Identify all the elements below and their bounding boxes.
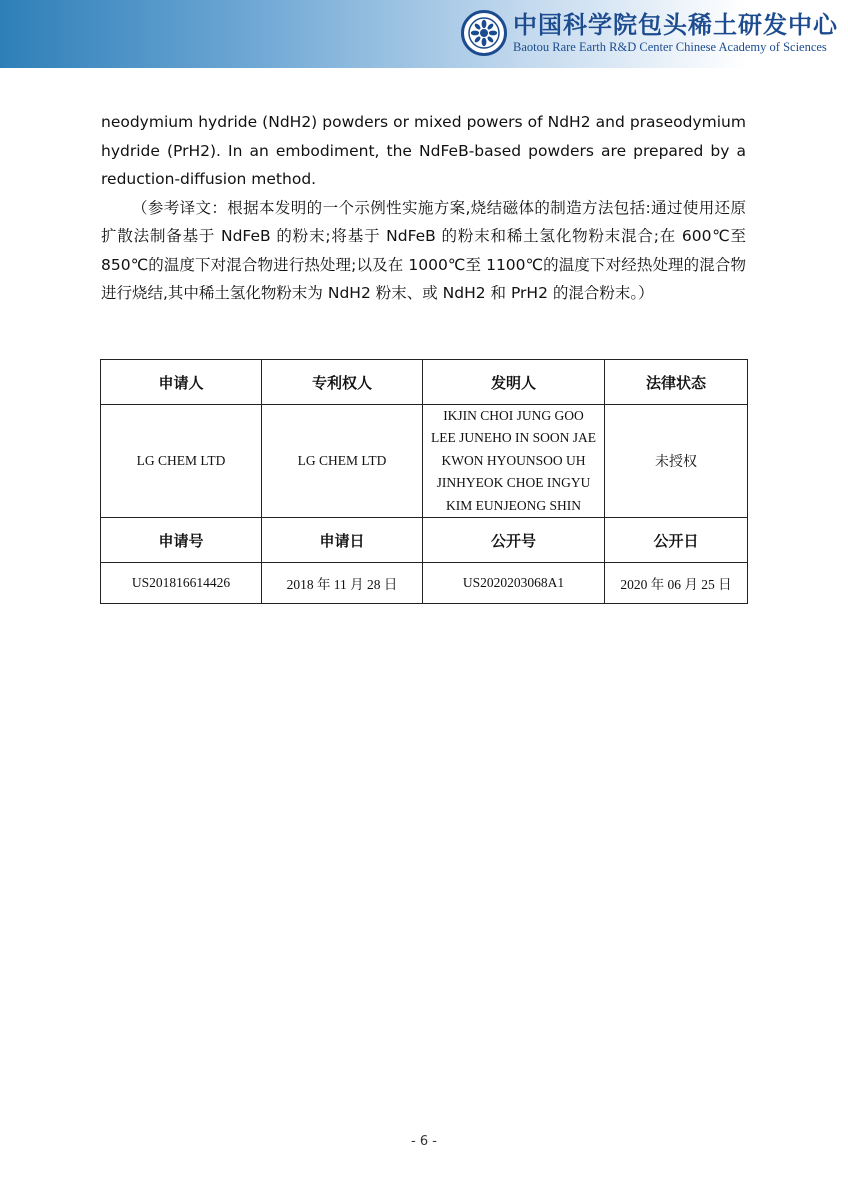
- header-publication-date: 公开日: [605, 518, 748, 563]
- table-header-row: [101, 518, 748, 563]
- application-number-value: US201816614426: [101, 563, 262, 604]
- inventor-line: LEE JUNEHO IN SOON JAE: [431, 430, 596, 446]
- chinese-translation-paragraph: （参考译文：根据本发明的一个示例性实施方案,烧结磁体的制造方法包括:通过使用还原 扩散法制备基于 NdFeB 的粉末;将基于 NdFeB 的粉末和稀土氢化物粉末混合;在 600℃至 850℃的温度下对混合物进行热处理;以及在 1000℃至 1100℃的温度下对经热处理的混合物进行烧结,其中稀土氢化物粉末为 NdH2 粉末、或 NdH2 和 PrH2 的混合粉末。）: [101, 198, 746, 302]
- legal-status-value: 未授权: [605, 405, 748, 518]
- header-patentee: 专利权人: [262, 360, 423, 405]
- header-legal-status: 法律状态: [605, 360, 748, 405]
- table-header-row: [101, 360, 748, 405]
- inventor-line: KIM EUNJEONG SHIN: [446, 497, 581, 513]
- header-banner: [0, 0, 848, 68]
- publication-number-value: US2020203068A1: [423, 563, 605, 604]
- table-row: [101, 405, 748, 518]
- inventor-line: IKJIN CHOI JUNG GOO: [443, 408, 584, 423]
- main-text: [101, 108, 746, 308]
- header-publication-number: 公开号: [423, 518, 605, 563]
- inventors-cell: [423, 405, 605, 518]
- header-applicant: 申请人: [101, 360, 262, 405]
- inventor-line: KWON HYOUNSOO UH: [441, 452, 586, 468]
- english-paragraph: neodymium hydride (NdH2) powders or mixed powers of NdH2 and praseodymium hydride (PrH2). In an embodiment, the NdFeB-based powders are prepared by a reduction-diffusion method.: [101, 113, 746, 188]
- applicant-value: LG CHEM LTD: [101, 405, 262, 518]
- header-application-number: 申请号: [101, 518, 262, 563]
- patent-info-table: [100, 359, 748, 604]
- patentee-value: LG CHEM LTD: [262, 405, 423, 518]
- header-inventor: 发明人: [423, 360, 605, 405]
- org-name-en: Baotou Rare Earth R&D Center Chinese Academy of Sciences: [513, 39, 827, 54]
- header-application-date: 申请日: [262, 518, 423, 563]
- org-name-cn: 中国科学院包头稀土研发中心: [513, 9, 838, 39]
- page-number: - 6 -: [411, 1134, 437, 1149]
- org-logo: [461, 10, 838, 56]
- inventor-line: JINHYEOK CHOE INGYU: [436, 475, 591, 491]
- publication-date-value: 2020 年 06 月 25 日: [605, 563, 748, 604]
- application-date-value: 2018 年 11 月 28 日: [262, 563, 423, 604]
- cas-emblem-icon: [461, 10, 507, 56]
- table-row: [101, 563, 748, 604]
